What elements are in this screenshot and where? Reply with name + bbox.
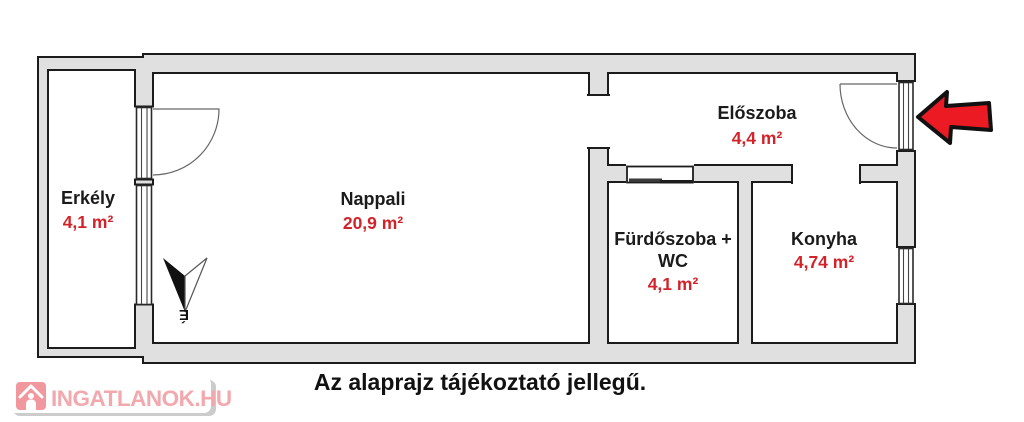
area-eloszoba: 4,4 m² bbox=[731, 128, 783, 148]
disclaimer-text: Az alaprajz tájékoztató jellegű. bbox=[313, 369, 647, 395]
konyha-opening bbox=[792, 163, 860, 185]
ingatlanok-logo bbox=[8, 377, 232, 416]
entrance-arrow-icon bbox=[918, 92, 991, 143]
bathroom-sliding-door bbox=[626, 164, 694, 184]
label-erkely: Erkély bbox=[60, 188, 116, 208]
house-icon bbox=[16, 382, 46, 410]
area-nappali: 20,9 m² bbox=[342, 213, 404, 233]
area-furdoszoba: 4,1 m² bbox=[647, 274, 699, 294]
balcony-window bbox=[133, 184, 155, 305]
label-furdoszoba-line2: WC bbox=[658, 251, 688, 271]
area-konyha: 4,74 m² bbox=[793, 252, 855, 272]
passage-nappali-eloszoba bbox=[586, 95, 611, 148]
label-eloszoba: Előszoba bbox=[717, 103, 797, 123]
area-erkely: 4,1 m² bbox=[62, 212, 114, 232]
label-furdoszoba-line1: Fürdőszoba + bbox=[614, 229, 732, 249]
label-konyha: Konyha bbox=[790, 229, 858, 249]
kitchen-window bbox=[895, 247, 917, 305]
compass-letter: É bbox=[178, 306, 190, 323]
label-nappali: Nappali bbox=[340, 189, 406, 209]
logo-text: INGATLANOK.HU bbox=[51, 386, 232, 411]
room-erkely bbox=[48, 70, 135, 348]
